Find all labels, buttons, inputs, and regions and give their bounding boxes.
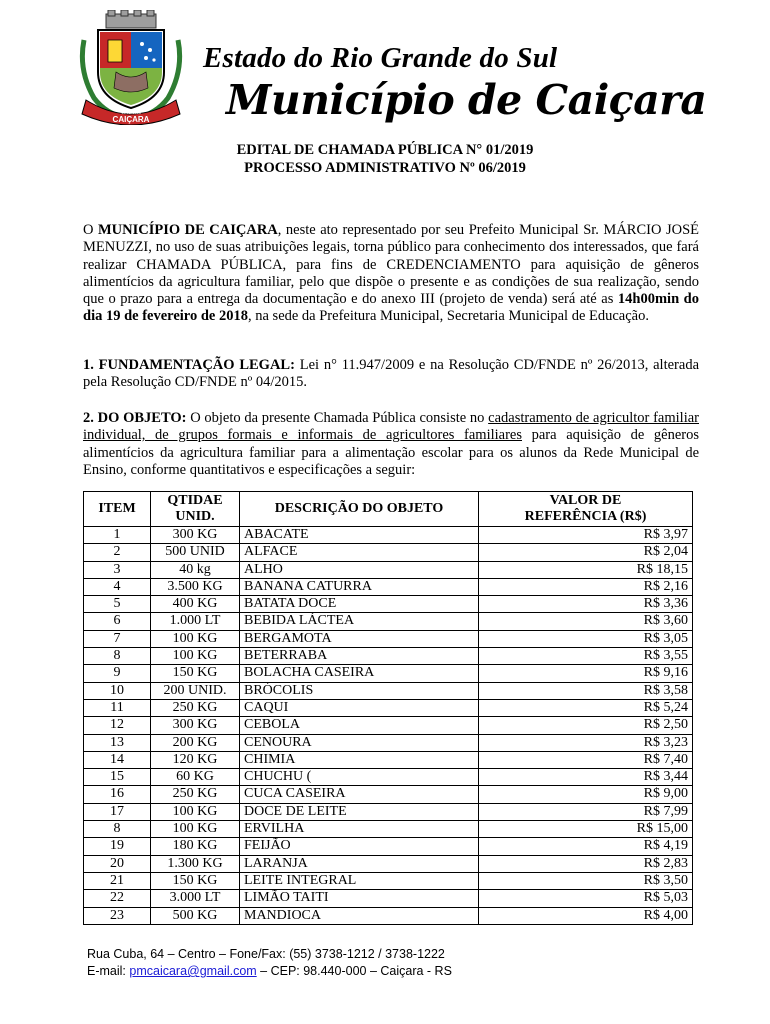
cell-desc: ABACATE: [240, 527, 479, 544]
section2-text-c: para aquisição de gêneros alimentícios da agricultura familiar para a alimentação escolar para os alunos da Rede Municipal de Ensino, conforme quantitativos e especificações a seguir:: [83, 427, 699, 478]
cell-value: R$ 3,97: [479, 527, 693, 544]
cell-value: R$ 2,83: [479, 855, 693, 872]
edital-title: EDITAL DE CHAMADA PÚBLICA N° 01/2019: [236, 142, 534, 158]
table-row: [84, 578, 693, 595]
cell-desc: BRÓCOLIS: [240, 682, 479, 699]
cell-qty: 150 KG: [151, 872, 240, 889]
table-row: [84, 786, 693, 803]
process-title: PROCESSO ADMINISTRATIVO Nº 06/2019: [244, 160, 526, 176]
table-row: [84, 630, 693, 647]
cell-desc: ALFACE: [240, 544, 479, 561]
section1-heading: 1. FUNDAMENTAÇÃO LEGAL:: [83, 357, 295, 373]
cell-desc: BOLACHA CASEIRA: [240, 665, 479, 682]
table-row: [84, 890, 693, 907]
cell-value: R$ 3,23: [479, 734, 693, 751]
footer-email-label: E-mail:: [87, 964, 130, 978]
cell-item: 17: [84, 803, 151, 820]
cell-desc: LEITE INTEGRAL: [240, 872, 479, 889]
table-row: [84, 769, 693, 786]
cell-qty: 1.300 KG: [151, 855, 240, 872]
cell-item: 21: [84, 872, 151, 889]
cell-value: R$ 4,00: [479, 907, 693, 924]
cell-value: R$ 3,50: [479, 872, 693, 889]
cell-value: R$ 7,99: [479, 803, 693, 820]
cell-qty: 200 KG: [151, 734, 240, 751]
cell-qty: 100 KG: [151, 648, 240, 665]
intro-paragraph: [83, 222, 699, 326]
table-row: [84, 544, 693, 561]
cell-desc: ALHO: [240, 561, 479, 578]
cell-item: 9: [84, 665, 151, 682]
cell-item: 10: [84, 682, 151, 699]
table-row: [84, 907, 693, 924]
cell-item: 14: [84, 751, 151, 768]
header-qty-2: UNID.: [175, 509, 215, 524]
cell-item: 8: [84, 648, 151, 665]
footer-email-link[interactable]: pmcaicara@gmail.com: [129, 964, 257, 978]
intro-text-c: , neste ato representado por seu Prefeito Municipal Sr. MÁRCIO JOSÉ MENUZZI, no uso de suas atribuições legais, torna público para conhecimento dos interessados, que fará realizar CHAMADA PÚBLICA, para fins de CREDENCIAMENTO para aquisição de gêneros alimentícios da agricultura familiar, pelo que dispõe o presente e as condições de sua realização, sendo que o prazo para a entrega da documentação e do anexo III (projeto de venda) será até as: [83, 222, 699, 308]
header-val-2: REFERÊNCIA (R$): [524, 509, 647, 524]
cell-value: R$ 9,16: [479, 665, 693, 682]
header-qty: [151, 492, 240, 527]
cell-qty: 1.000 LT: [151, 613, 240, 630]
cell-value: R$ 2,16: [479, 578, 693, 595]
crest-ribbon-text: 15.05.1966: [120, 110, 142, 115]
cell-item: 2: [84, 544, 151, 561]
crest-text: CAIÇARA: [112, 115, 150, 124]
municipal-crest-icon: [76, 10, 186, 125]
cell-desc: BANANA CATURRA: [240, 578, 479, 595]
cell-value: R$ 5,24: [479, 699, 693, 716]
table-row: [84, 872, 693, 889]
cell-item: 22: [84, 890, 151, 907]
table-row: [84, 838, 693, 855]
intro-text-a: O: [83, 222, 98, 238]
cell-item: 4: [84, 578, 151, 595]
cell-value: R$ 7,40: [479, 751, 693, 768]
table-row: [84, 596, 693, 613]
intro-text-b: MUNICÍPIO DE CAIÇARA: [97, 222, 278, 238]
items-table: [83, 491, 693, 925]
cell-qty: 40 kg: [151, 561, 240, 578]
cell-desc: BERGAMOTA: [240, 630, 479, 647]
cell-item: 12: [84, 717, 151, 734]
cell-qty: 500 UNID: [151, 544, 240, 561]
cell-qty: 150 KG: [151, 665, 240, 682]
table-row: [84, 821, 693, 838]
cell-qty: 400 KG: [151, 596, 240, 613]
cell-item: 16: [84, 786, 151, 803]
cell-value: R$ 4,19: [479, 838, 693, 855]
cell-qty: 60 KG: [151, 769, 240, 786]
cell-desc: CHIMIA: [240, 751, 479, 768]
cell-qty: 300 KG: [151, 527, 240, 544]
cell-item: 13: [84, 734, 151, 751]
cell-desc: BATATA DOCE: [240, 596, 479, 613]
section-legal-basis: [83, 357, 699, 392]
footer-address: Rua Cuba, 64 – Centro – Fone/Fax: (55) 3738-1212 / 3738-1222: [87, 947, 445, 961]
cell-qty: 300 KG: [151, 717, 240, 734]
cell-item: 19: [84, 838, 151, 855]
cell-item: 6: [84, 613, 151, 630]
cell-item: 3: [84, 561, 151, 578]
cell-desc: CHUCHU (: [240, 769, 479, 786]
section2-underline-1: cadastramento de agricultor familiar: [488, 410, 699, 426]
cell-desc: MANDIOCA: [240, 907, 479, 924]
footer-cep: – CEP: 98.440-000 – Caiçara - RS: [256, 964, 452, 978]
cell-item: 20: [84, 855, 151, 872]
header-item: ITEM: [84, 492, 151, 527]
cell-desc: ERVILHA: [240, 821, 479, 838]
cell-value: R$ 3,05: [479, 630, 693, 647]
cell-desc: CUCA CASEIRA: [240, 786, 479, 803]
table-header-row: [84, 492, 693, 527]
cell-item: 8: [84, 821, 151, 838]
cell-value: R$ 18,15: [479, 561, 693, 578]
section2-heading: 2. DO OBJETO:: [83, 410, 187, 426]
section1-text: Lei n° 11.947/2009 e na Resolução CD/FNDE nº 26/2013, alterada pela Resolução CD/FNDE nº 04/2015.: [83, 357, 700, 391]
table-row: [84, 855, 693, 872]
cell-value: R$ 3,36: [479, 596, 693, 613]
cell-qty: 3.500 KG: [151, 578, 240, 595]
table-row: [84, 527, 693, 544]
footer-contact: [87, 964, 452, 978]
cell-value: R$ 2,50: [479, 717, 693, 734]
table-row: [84, 561, 693, 578]
table-row: [84, 665, 693, 682]
cell-qty: 250 KG: [151, 786, 240, 803]
intro-text-e: , na sede da Prefeitura Municipal, Secretaria Municipal de Educação.: [247, 308, 649, 325]
cell-desc: CEBOLA: [240, 717, 479, 734]
cell-value: R$ 3,58: [479, 682, 693, 699]
section2-text-a: O objeto da presente Chamada Pública consiste no: [186, 410, 489, 426]
cell-value: R$ 5,03: [479, 890, 693, 907]
cell-qty: 180 KG: [151, 838, 240, 855]
cell-item: 1: [84, 527, 151, 544]
cell-value: R$ 15,00: [479, 821, 693, 838]
table-row: [84, 803, 693, 820]
header-value: [479, 492, 693, 527]
cell-item: 5: [84, 596, 151, 613]
cell-qty: 120 KG: [151, 751, 240, 768]
table-row: [84, 699, 693, 716]
cell-desc: BETERRABA: [240, 648, 479, 665]
cell-value: R$ 3,60: [479, 613, 693, 630]
table-row: [84, 648, 693, 665]
cell-qty: 3.000 LT: [151, 890, 240, 907]
cell-desc: CENOURA: [240, 734, 479, 751]
cell-desc: LARANJA: [240, 855, 479, 872]
state-title: Estado do Rio Grande do Sul: [203, 42, 558, 74]
cell-item: 15: [84, 769, 151, 786]
section2-underline-2: individual, de grupos formais e informais de agricultores familiares: [83, 427, 522, 444]
cell-qty: 100 KG: [151, 630, 240, 647]
cell-desc: FEIJÃO: [240, 838, 479, 855]
header-qty-1: QTIDAE: [167, 493, 223, 508]
cell-desc: DOCE DE LEITE: [240, 803, 479, 820]
cell-qty: 100 KG: [151, 821, 240, 838]
cell-value: R$ 3,55: [479, 648, 693, 665]
section-object: [83, 410, 699, 479]
cell-qty: 200 UNID.: [151, 682, 240, 699]
cell-item: 11: [84, 699, 151, 716]
header-val-1: VALOR DE: [549, 493, 622, 508]
cell-value: R$ 2,04: [479, 544, 693, 561]
table-row: [84, 613, 693, 630]
cell-desc: CAQUI: [240, 699, 479, 716]
cell-qty: 100 KG: [151, 803, 240, 820]
municipality-title: Município de Caiçara: [226, 76, 707, 124]
table-row: [84, 734, 693, 751]
cell-value: R$ 9,00: [479, 786, 693, 803]
cell-desc: LIMÃO TAITI: [240, 890, 479, 907]
cell-value: R$ 3,44: [479, 769, 693, 786]
intro-deadline: 14h00min do dia 19 de fevereiro de 2018: [83, 291, 699, 325]
cell-item: 23: [84, 907, 151, 924]
cell-qty: 250 KG: [151, 699, 240, 716]
header-desc: DESCRIÇÃO DO OBJETO: [240, 492, 479, 527]
table-row: [84, 751, 693, 768]
table-row: [84, 717, 693, 734]
cell-item: 7: [84, 630, 151, 647]
cell-desc: BEBIDA LÁCTEA: [240, 613, 479, 630]
table-row: [84, 682, 693, 699]
cell-qty: 500 KG: [151, 907, 240, 924]
